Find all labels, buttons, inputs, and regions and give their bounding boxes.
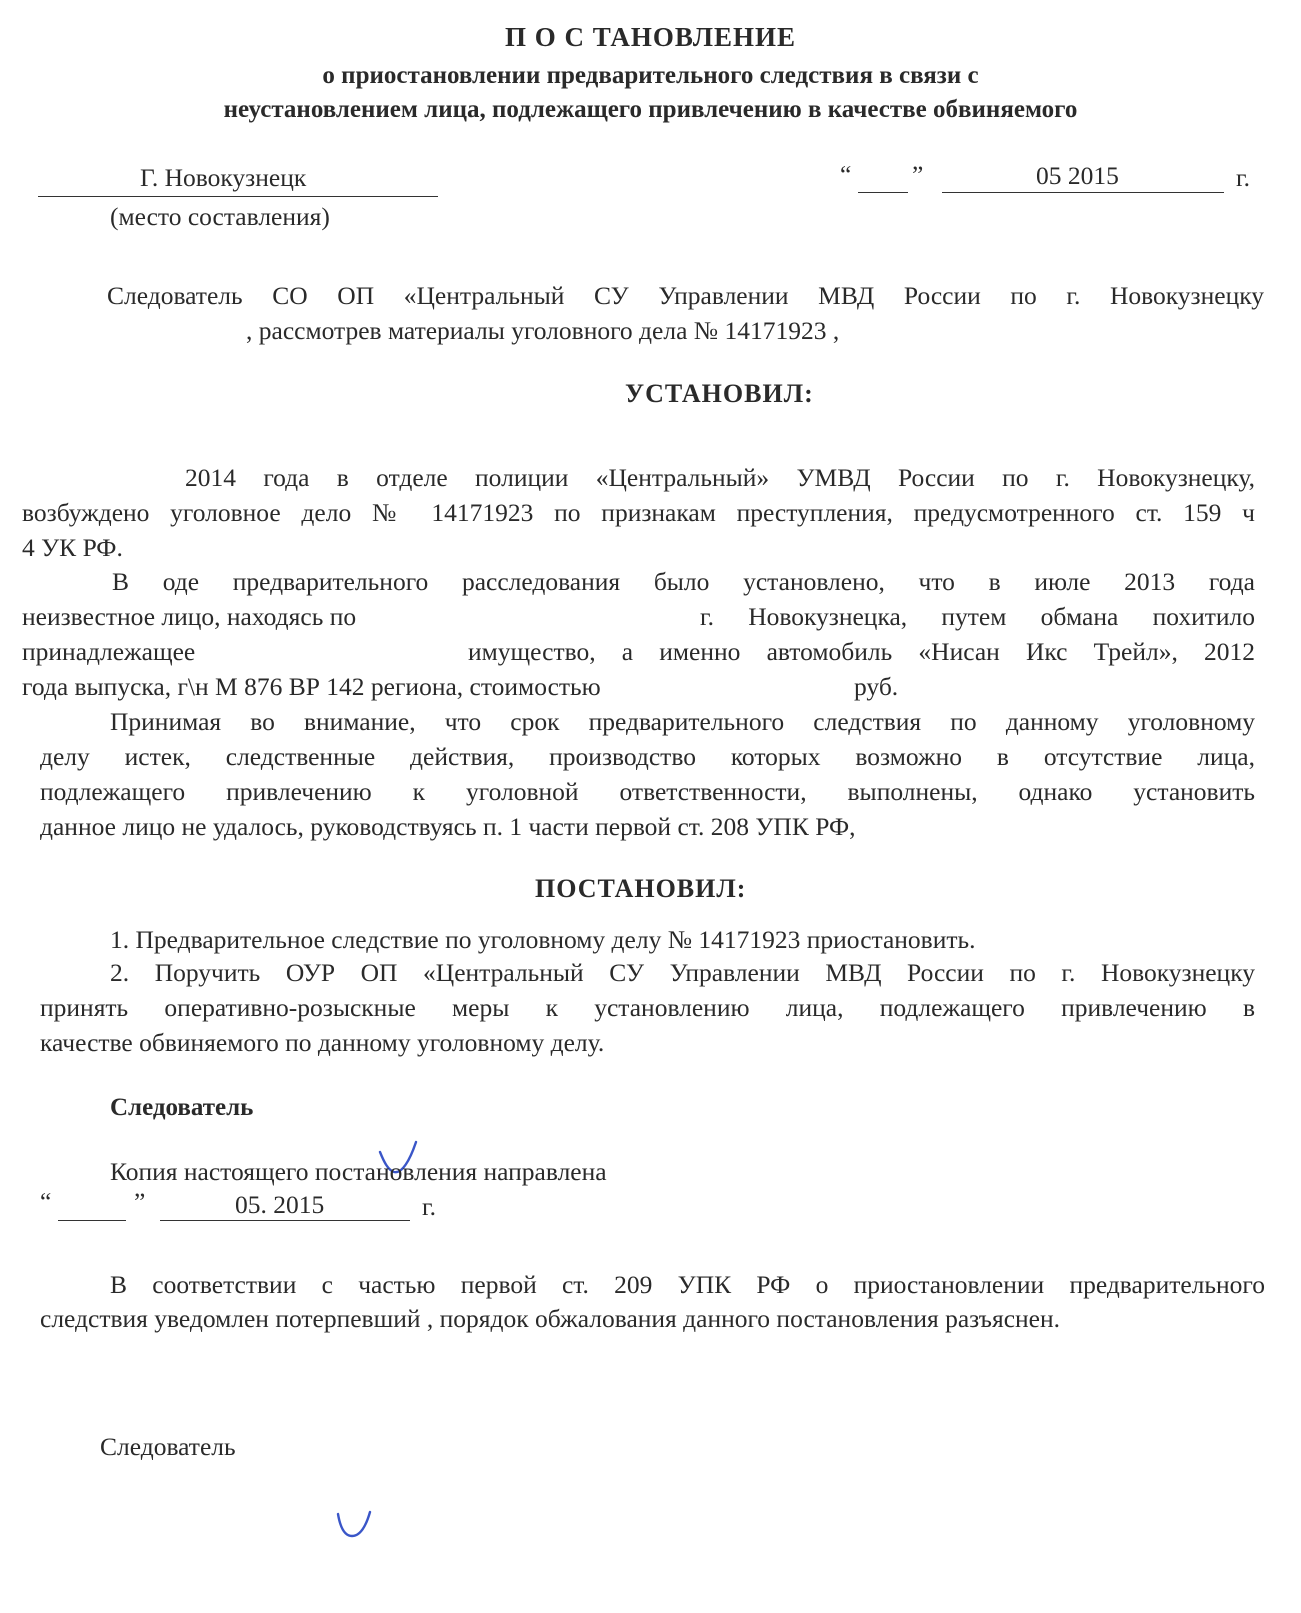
established-p2-line4b: руб. [854,672,899,701]
intro-line1: Следователь СО ОП «Центральный СУ Управлении МВД России по г. Новокузнецку [107,281,1264,310]
copy-day-quote-open: “ [40,1187,52,1216]
established-p2-line3b: имущество, а именно автомобиль «Нисан Икс Трейл», 2012 [468,637,1255,666]
investigator-signature-label: Следователь [110,1094,254,1121]
day-quote-close: ” [912,160,924,189]
copy-date-field: 05. 2015 [235,1190,325,1219]
resolved-item1: 1. Предварительное следствие по уголовному делу № 14171923 приостановить. [110,925,976,954]
established-p2-line2b: г. Новокузнецка, путем обмана похитило [700,602,1255,631]
established-p3-line3: подлежащего привлечению к уголовной ответственности, выполнены, однако установить [40,777,1255,806]
pen-check-mark-2 [334,1508,374,1542]
established-p1-line1: 2014 года в отделе полиции «Центральный» УМВД России по г. Новокузнецку, [185,463,1255,492]
document-title: П О С ТАНОВЛЕНИЕ [504,22,797,52]
established-p2-line1: В оде предварительного расследования было установлено, что в июле 2013 года [112,567,1255,596]
established-p3-line1: Принимая во внимание, что срок предварительного следствия по данному уголовному [110,707,1255,736]
established-p3-line4: данное лицо не удалось, руководствуясь п. 1 части первой ст. 208 УПК РФ, [40,812,856,841]
notice-line2: следствия уведомлен потерпевший , порядок обжалования данного постановления разъяснен. [40,1304,1061,1333]
established-p2-line2a: неизвестное лицо, находясь по [22,602,357,631]
established-p2-line4a: года выпуска, г\н М 876 ВР 142 региона, стоимостью [22,672,601,701]
established-p3-line2: делу истек, следственные действия, производство которых возможно в отсутствие лица, [40,742,1255,771]
date-field: 05 2015 [1036,161,1119,190]
section-heading-resolved: ПОСТАНОВИЛ: [535,874,747,903]
investigator-footer-label: Следователь [100,1432,236,1461]
copy-sent-text: Копия настоящего постановления направлена [110,1157,607,1186]
established-p2-line3a: принадлежащее [22,637,196,666]
resolved-item2-line3: качестве обвиняемого по данному уголовному делу. [40,1028,605,1057]
copy-day-quote-close: ” [134,1187,146,1216]
place-caption: (место составления) [110,202,330,231]
date-underline [942,192,1224,193]
intro-line2: , рассмотрев материалы уголовного дела № 14171923 , [246,316,840,345]
resolved-item2-line2: принять оперативно-розыскные меры к установлению лица, подлежащего привлечению в [40,993,1255,1022]
resolved-item2-line1: 2. Поручить ОУР ОП «Центральный СУ Управлении МВД России по г. Новокузнецку [110,958,1255,987]
document-subtitle-line2: неустановлением лица, подлежащего привлечению в качестве обвиняемого [223,96,1078,123]
established-p1-line3: 4 УК РФ. [22,533,123,562]
city-underline [38,196,438,197]
day-quote-open: “ [840,160,852,189]
section-heading-established: УСТАНОВИЛ: [625,379,814,408]
city-field: Г. Новокузнецк [140,163,307,192]
copy-day-underline [58,1220,126,1221]
day-underline [858,192,908,193]
copy-year-suffix: г. [422,1192,436,1221]
notice-line1: В соответствии с частью первой ст. 209 УПК РФ о приостановлении предварительного [110,1270,1265,1299]
document-subtitle-line1: о приостановлении предварительного следствия в связи с [322,62,979,89]
established-p1-line2: возбуждено уголовное дело № 14171923 по признакам преступления, предусмотренного ст. 159 ч [22,498,1255,527]
year-suffix: г. [1236,163,1250,192]
copy-date-underline [160,1220,410,1221]
